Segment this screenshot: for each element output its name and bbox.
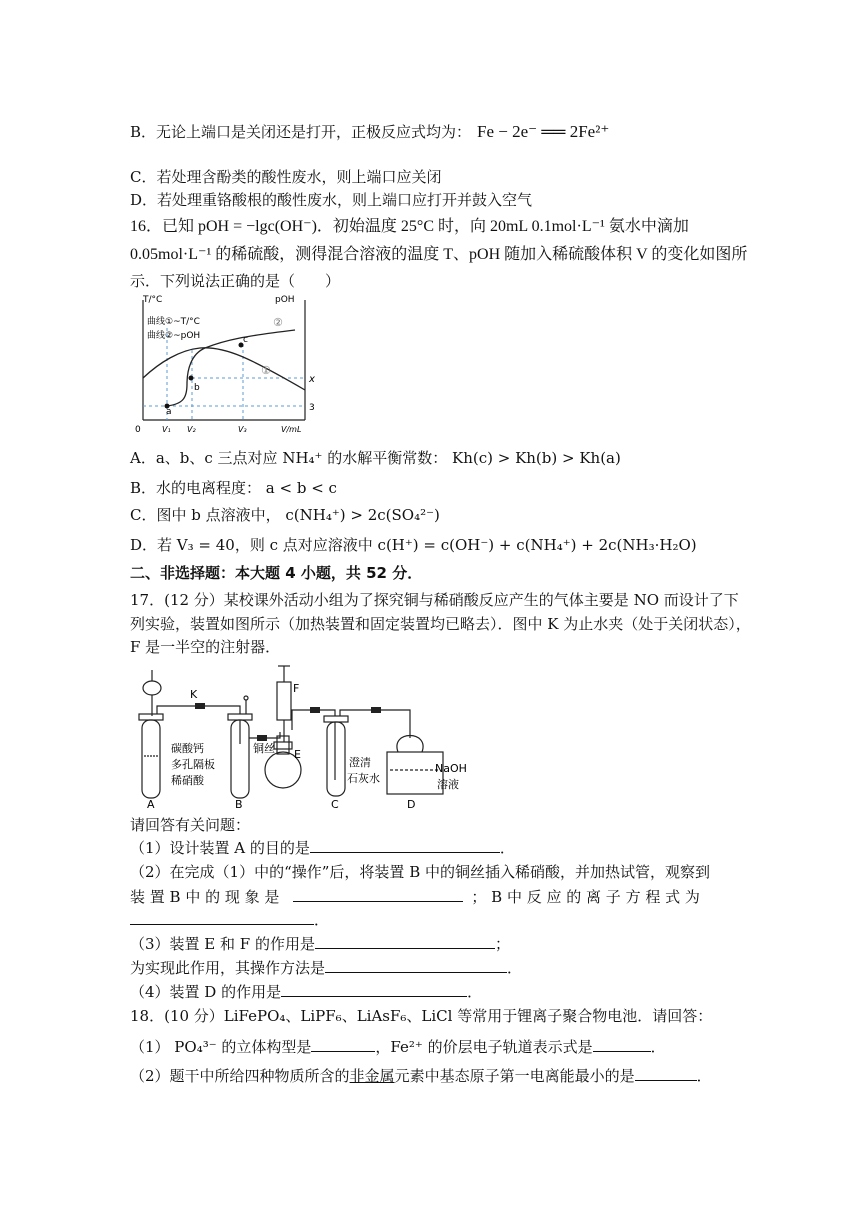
q17-part-3b-text: 为实现此作用，其操作方法是 (130, 959, 326, 977)
q17-part-3-blank[interactable] (315, 934, 495, 949)
label-cu: 铜丝 (253, 742, 275, 755)
q17-part-1-blank[interactable] (310, 838, 500, 853)
q17-part-2a: （2）在完成（1）中的“操作”后，将装置 B 中的铜丝插入稀硝酸，并加热试管，观察到 (130, 863, 710, 881)
q17-part-3b: 为实现此作用，其操作方法是 ． (130, 959, 523, 977)
q17-part-3b-blank[interactable] (325, 958, 507, 973)
section-two-heading: 二、非选择题：本大题 4 小题，共 52 分． (130, 564, 423, 582)
label-e: E (294, 748, 301, 761)
q17-ask: 请回答有关问题： (130, 816, 251, 834)
q16-option-c: C．图中 b 点溶液中， c(NH₄⁺) > 2c(SO₄²⁻) (130, 506, 440, 524)
graph-x-marker: x (309, 374, 315, 385)
label-b: B (235, 798, 243, 810)
label-f: F (293, 682, 300, 695)
q18-part-2-text: （2）题干中所给四种物质所含的 (130, 1067, 350, 1085)
graph-curve-2-label: ② (273, 316, 283, 329)
graph-v3: V₃ (238, 425, 247, 434)
q18-part-1-blank-b[interactable] (593, 1037, 651, 1052)
graph-v1: V₁ (162, 425, 171, 434)
label-plate: 多孔隔板 (171, 758, 215, 771)
q17-apparatus (135, 660, 485, 810)
q18-part-1-blank-a[interactable] (311, 1037, 375, 1052)
q17-part-1: （1）设计装置 A 的目的是 ． (130, 839, 515, 857)
graph-point-b-label: b (194, 383, 200, 393)
q16-option-d: D．若 V₃ = 40，则 c 点对应溶液中 c(H⁺) = c(OH⁻) + c(NH₄⁺) + 2c(NH₃·H₂O) (130, 536, 697, 554)
label-d: D (407, 798, 416, 810)
graph-three-marker: 3 (309, 403, 315, 413)
q17-part-2b-text: 装 置 B 中 的 现 象 是 (130, 888, 280, 906)
graph-legend-2: 曲线②~pOH (147, 331, 201, 341)
q16-option-b: B．水的电离程度： a < b < c (130, 479, 337, 497)
q17-stem-line1: 17．(12 分）某校课外活动小组为了探究铜与稀硝酸反应产生的气体主要是 NO 而设计了下 (130, 591, 739, 609)
graph-y-right-label: pOH (275, 295, 295, 305)
q15-option-b-text: B．无论上端口是关闭还是打开，正极反应式均为： (130, 123, 472, 141)
label-k: K (190, 688, 198, 701)
q18-part-2-text2: 元素中基态原子第一电离能最小的是 (394, 1067, 635, 1085)
q17-part-2b-blank[interactable] (293, 887, 463, 902)
label-hno3: 稀硝酸 (171, 774, 204, 787)
q17-stem-line3: F 是一半空的注射器． (130, 638, 281, 656)
graph-x-axis-label: V/mL (281, 425, 302, 434)
q17-part-3-text: （3）装置 E 和 F 的作用是 (130, 935, 315, 953)
q17-part-2b-text2: ； B 中 反 应 的 离 子 方 程 式 为 (471, 888, 700, 906)
q16-stem-line1: 16．已知 pOH = −lgc(OH⁻)．初始温度 25°C 时，向 20mL 0.1mol·L⁻¹ 氨水中滴加 (130, 218, 689, 235)
q16-stem-line3: 示．下列说法正确的是（ ） (130, 272, 341, 290)
graph-v2: V₂ (187, 425, 196, 434)
q17-part-4: （4）装置 D 的作用是 ． (130, 983, 483, 1001)
q17-part-3: （3）装置 E 和 F 的作用是 ； (130, 935, 510, 953)
label-lime-2: 石灰水 (347, 772, 380, 785)
graph-point-a-label: a (166, 407, 172, 417)
q18-part-2-underlined: 非金属 (349, 1067, 395, 1085)
graph-curve-1-label: ① (261, 364, 271, 377)
label-caco3: 碳酸钙 (171, 742, 204, 755)
q18-part-1-text2: ，Fe²⁺ 的价层电子轨道表示式是 (375, 1038, 593, 1056)
q18-stem: 18．(10 分）LiFePO₄、LiPF₆、LiAsF₆、LiCl 等常用于锂离子聚合物电池．请回答： (130, 1007, 713, 1025)
q17-part-2b (130, 887, 700, 907)
q15-option-c: C．若处理含酚类的酸性废水，则上端口应关闭 (130, 168, 442, 186)
graph-y-left-label: T/°C (143, 295, 163, 305)
q16-graph (135, 292, 325, 437)
q17-part-4-blank[interactable] (281, 982, 467, 997)
label-c: C (331, 798, 339, 810)
q15-option-b-equation: Fe − 2e⁻ ══ 2Fe²⁺ (477, 122, 610, 141)
q17-part-2c: ． (130, 910, 329, 930)
q17-part-2c-blank[interactable] (130, 910, 314, 925)
label-lime-1: 澄清 (349, 756, 371, 769)
graph-point-c-label: c (243, 335, 248, 345)
label-naoh-1: NaOH (435, 762, 467, 775)
graph-legend-1: 曲线①~T/°C (147, 317, 200, 327)
q18-part-2-blank[interactable] (635, 1066, 697, 1081)
label-a: A (147, 798, 155, 810)
q17-stem-line2: 列实验，装置如图所示（加热装置和固定装置均已略去）．图中 K 为止水夹（处于关闭状态）， (130, 615, 751, 633)
q17-part-1-text: （1）设计装置 A 的目的是 (130, 839, 310, 857)
q15-option-b (130, 122, 609, 142)
q17-part-4-text: （4）装置 D 的作用是 (130, 983, 282, 1001)
q18-part-2: （2）题干中所给四种物质所含的非金属元素中基态原子第一电离能最小的是 ． (130, 1067, 712, 1085)
q15-option-d: D．若处理重铬酸根的酸性废水，则上端口应打开并鼓入空气 (130, 191, 533, 209)
q16-stem-line2: 0.05mol·L⁻¹ 的稀硫酸，测得混合溶液的温度 T、pOH 随加入稀硫酸体积 V 的变化如图所 (130, 246, 748, 263)
q18-part-1-text: （1） PO₄³⁻ 的立体构型是 (130, 1038, 312, 1056)
graph-origin: 0 (135, 425, 141, 435)
label-naoh-2: 溶液 (437, 778, 459, 791)
q18-part-1: （1） PO₄³⁻ 的立体构型是 ，Fe²⁺ 的价层电子轨道表示式是 ． (130, 1038, 666, 1056)
q16-option-a: A．a、b、c 三点对应 NH₄⁺ 的水解平衡常数： Kh(c) > Kh(b) > Kh(a) (130, 449, 621, 467)
point-b (189, 376, 194, 381)
